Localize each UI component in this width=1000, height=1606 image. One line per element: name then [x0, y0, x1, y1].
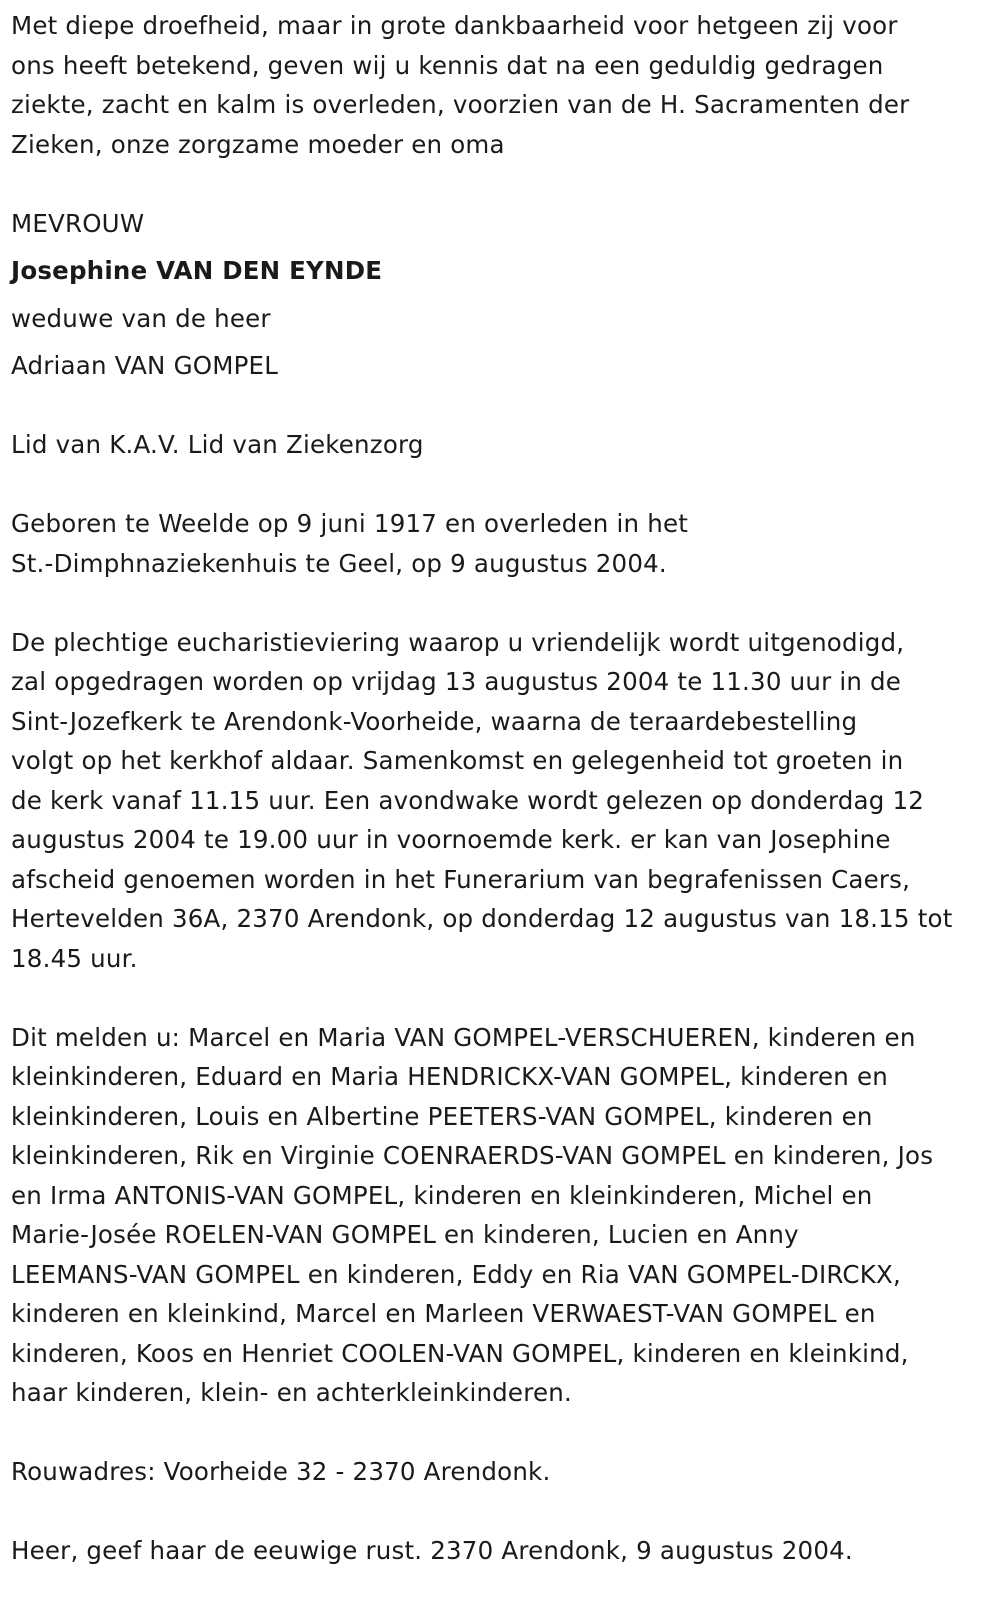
- salutation: MEVROUW: [11, 208, 145, 238]
- spacer: [11, 1492, 991, 1532]
- membership-line: Lid van K.A.V. Lid van Ziekenzorg: [11, 430, 424, 459]
- spacer: [11, 164, 991, 204]
- family-paragraph: Dit melden u: Marcel en Maria VAN GOMPEL-VERSCHUEREN, kinderen en kleinkinderen, Eduard en Maria HENDRICKX-VAN GOMPEL, kinderen en kleinkinderen, Louis en Albertine PEETERS-VAN GOMPEL, kinderen en kleinkinderen, Rik en Virginie COENRAERDS-VAN GOMPEL en kinderen, Jos en Irma ANTONIS-VAN GOMPEL, kinderen en kleinkinderen, Michel en Marie-Josée ROELEN-VAN GOMPEL en kinderen, Lucien en Anny LEEMANS-VAN GOMPEL en kinderen, Eddy en Ria VAN GOMPEL-DIRCKX, kinderen en kleinkind, Marcel en Marleen VERWAEST-VAN GOMPEL en kinderen, Koos en Henriet COOLEN-VAN GOMPEL, kinderen en kleinkind, haar kinderen, klein- en achterkleinkinderen.: [11, 1022, 934, 1407]
- intro-paragraph: Met diepe droefheid, maar in grote dankbaarheid voor hetgeen zij voor ons heeft betekend, geven wij u kennis dat na een geduldig gedragen ziekte, zacht en kalm is overleden, voorzien van de H. Sacramenten der Zieken, onze zorgzame moeder en oma: [11, 11, 910, 159]
- obituary-document: [11, 6, 991, 1571]
- spacer: [11, 583, 991, 623]
- widow-of-label: weduwe van de heer: [11, 303, 271, 333]
- spacer: [11, 978, 991, 1018]
- ceremony-paragraph: De plechtige eucharistieviering waarop u vriendelijk wordt uitgenodigd, zal opgedragen worden op vrijdag 13 augustus 2004 te 11.30 uur in de Sint-Jozefkerk te Arendonk-Voorheide, waarna de teraardebestelling volgt op het kerkhof aldaar. Samenkomst en gelegenheid tot groeten in de kerk vanaf 11.15 uur. Een avondwake wordt gelezen op donderdag 12 augustus 2004 te 19.00 uur in voornoemde kerk. er kan van Josephine afscheid genoemen worden in het Funerarium van begrafenissen Caers, Hertevelden 36A, 2370 Arendonk, op donderdag 12 augustus van 18.15 tot 18.45 uur.: [11, 627, 953, 973]
- mourning-address: Rouwadres: Voorheide 32 - 2370 Arendonk.: [11, 1457, 551, 1486]
- spouse-name: Adriaan VAN GOMPEL: [11, 351, 279, 380]
- spacer: [11, 465, 991, 505]
- closing-line: Heer, geef haar de eeuwige rust. 2370 Arendonk, 9 augustus 2004.: [11, 1536, 853, 1565]
- birth-death-paragraph: Geboren te Weelde op 9 juni 1917 en overleden in het St.-Dimphnaziekenhuis te Geel, op 9 augustus 2004.: [11, 509, 689, 578]
- spacer: [11, 386, 991, 426]
- spacer: [11, 1413, 991, 1453]
- deceased-name: Josephine VAN DEN EYNDE: [11, 256, 383, 285]
